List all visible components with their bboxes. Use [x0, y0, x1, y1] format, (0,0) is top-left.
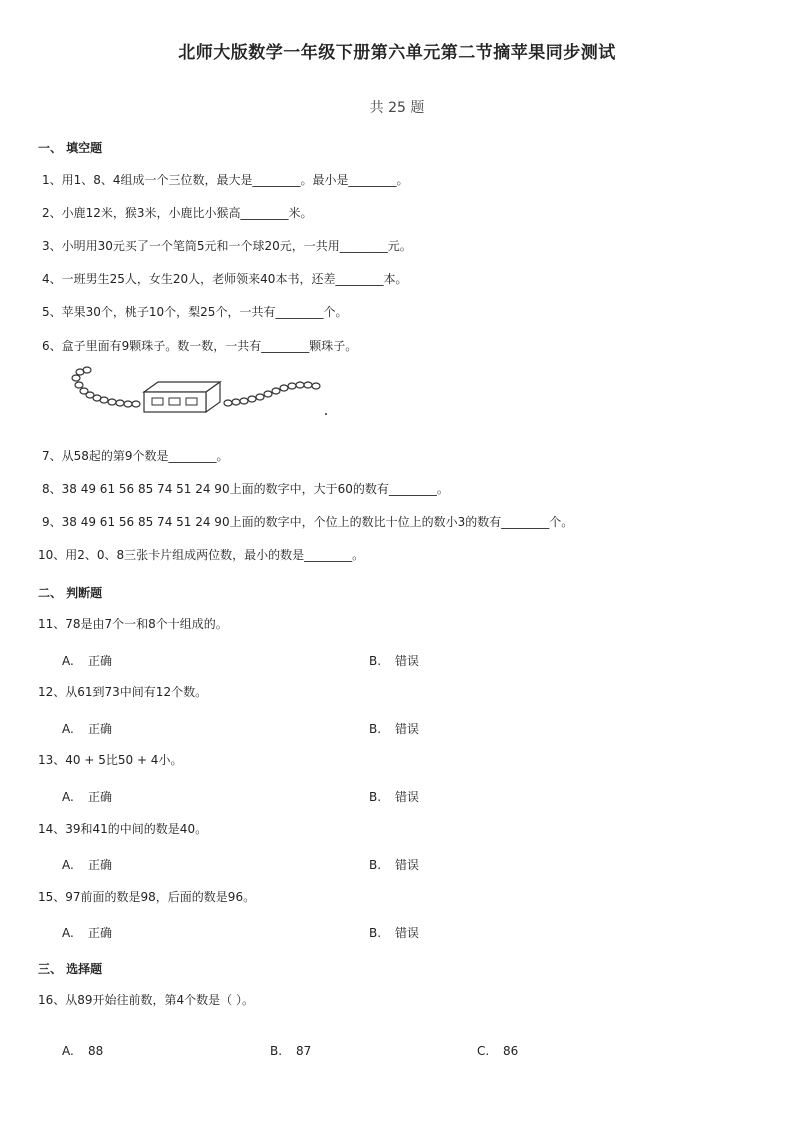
option-b[interactable]: B. 错误 [369, 858, 420, 872]
option-a[interactable]: A. 正确 [62, 926, 113, 940]
option-b[interactable]: B. 错误 [369, 722, 420, 736]
beads-in-box-figure [70, 366, 340, 418]
question-14: 14、39和41的中间的数是40。 [38, 822, 208, 836]
question-2: 2、小鹿12米，猴3米，小鹿比小猴高________米。 [42, 206, 313, 220]
option-b[interactable]: B. 87 [270, 1044, 312, 1058]
box [144, 382, 220, 412]
bead-chain-left [72, 367, 140, 407]
section-heading-choice: 三、 选择题 [38, 962, 103, 976]
question-6: 6、盒子里面有9颗珠子。数一数，一共有________颗珠子。 [42, 339, 358, 353]
option-b[interactable]: B. 错误 [369, 654, 420, 668]
question-16: 16、从89开始往前数，第4个数是（ ）。 [38, 993, 254, 1007]
question-8: 8、38 49 61 56 85 74 51 24 90上面的数字中，大于60的数有________。 [42, 482, 449, 496]
question-7: 7、从58起的第9个数是________。 [42, 449, 229, 463]
option-a[interactable]: A. 正确 [62, 654, 113, 668]
option-b[interactable]: B. 错误 [369, 790, 420, 804]
question-3: 3、小明用30元买了一个笔筒5元和一个球20元，一共用________元。 [42, 239, 412, 253]
option-a[interactable]: A. 正确 [62, 858, 113, 872]
question-5: 5、苹果30个，桃子10个，梨25个，一共有________个。 [42, 305, 348, 319]
question-10: 10、用2、0、8三张卡片组成两位数，最小的数是________。 [38, 548, 365, 562]
section-heading-fill: 一、 填空题 [38, 141, 103, 155]
question-12: 12、从61到73中间有12个数。 [38, 685, 208, 699]
option-b[interactable]: B. 错误 [369, 926, 420, 940]
question-count: 共 25 题 [369, 100, 425, 116]
question-11: 11、78是由7个一和8个十组成的。 [38, 617, 228, 631]
option-a[interactable]: A. 正确 [62, 790, 113, 804]
question-9: 9、38 49 61 56 85 74 51 24 90上面的数字中，个位上的数比十位上的数小3的数有________个。 [42, 515, 574, 529]
question-13: 13、40 + 5比50 + 4小。 [38, 753, 183, 767]
bead-chain-right [224, 382, 320, 406]
question-15: 15、97前面的数是98，后面的数是96。 [38, 890, 256, 904]
option-a[interactable]: A. 88 [62, 1044, 104, 1058]
question-1: 1、用1、8、4组成一个三位数，最大是________。最小是________。 [42, 173, 409, 187]
option-c[interactable]: C. 86 [477, 1044, 519, 1058]
option-a[interactable]: A. 正确 [62, 722, 113, 736]
section-heading-judge: 二、 判断题 [38, 586, 103, 600]
question-4: 4、一班男生25人，女生20人，老师领来40本书，还差________本。 [42, 272, 408, 286]
page-title: 北师大版数学一年级下册第六单元第二节摘苹果同步测试 [178, 43, 616, 63]
